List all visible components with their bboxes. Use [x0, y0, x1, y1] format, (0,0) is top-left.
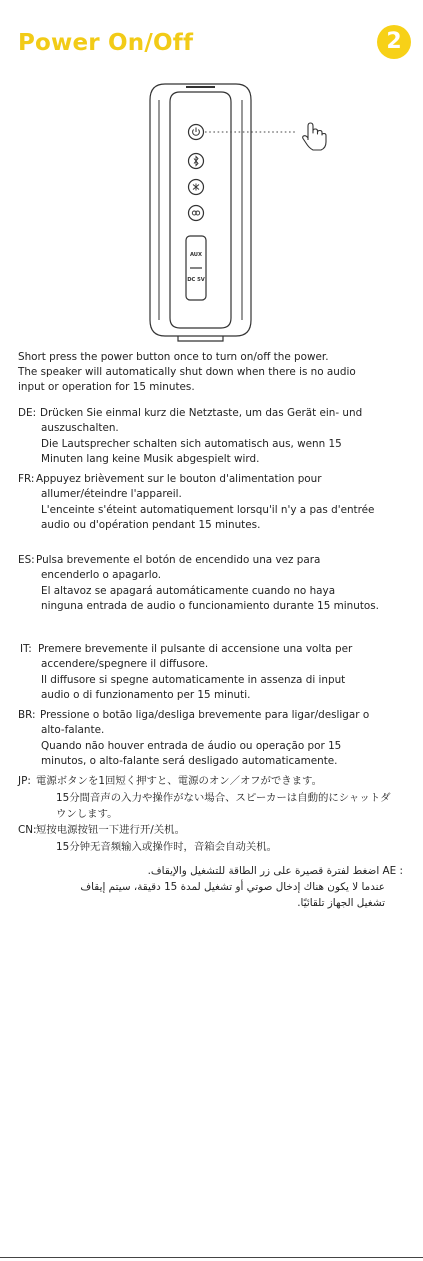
- english-line: input or operation for 15 minutes.: [18, 381, 195, 393]
- speaker-outer-shell: [150, 84, 251, 336]
- cn-instructions: [18, 822, 410, 855]
- page-title: Power On/Off: [18, 30, 194, 56]
- tws-pairing-icon: [193, 184, 199, 191]
- cn-line: 短按电源按钮一下进行开/关机。: [36, 824, 185, 836]
- speaker-inner-panel: [170, 92, 231, 328]
- cn-line: 15分钟无音频输入或操作时，音箱会自动关机。: [56, 840, 278, 853]
- br-line: Pressione o botão liga/desliga brevemente para ligar/desligar o: [40, 709, 370, 721]
- it-line: Il diffusore si spegne automaticamente in assenza di input: [41, 673, 346, 686]
- power-icon: [193, 128, 200, 136]
- ae-line: عندما لا يكون هناك إدخال صوتي أو تشغيل لمدة 15 دقيقة، سيتم إيقاف: [80, 881, 385, 893]
- ae-instructions: [18, 863, 403, 911]
- it-line: accendere/spegnere il diffusore.: [41, 658, 209, 671]
- es-line: encenderlo o apagarlo.: [41, 569, 162, 582]
- ae-line-text: اضغط لفترة قصيرة على زر الطاقة للتشغيل والإيقاف.: [147, 865, 380, 877]
- de-line: Die Lautsprecher schalten sich automatisch aus, wenn 15: [41, 437, 342, 450]
- it-instructions: [20, 642, 412, 704]
- dc-label: DC 5V: [187, 277, 205, 283]
- de-line: Minuten lang keine Musik abgespielt wird.: [41, 453, 260, 466]
- es-line: Pulsa brevemente el botón de encendido una vez para: [36, 554, 321, 566]
- de-line: Drücken Sie einmal kurz die Netztaste, um das Gerät ein- und: [40, 407, 363, 419]
- footer-divider: [0, 1257, 423, 1258]
- br-line: Quando não houver entrada de áudio ou operação por 15: [41, 739, 342, 752]
- br-line: alto-falante.: [41, 724, 105, 737]
- fr-line: L'enceinte s'éteint automatiquement lorsqu'il n'y a pas d'entrée: [41, 503, 375, 516]
- bluetooth-icon: [194, 157, 198, 166]
- fr-instructions: [18, 472, 410, 534]
- aux-label: AUX: [189, 252, 203, 258]
- english-instructions: [18, 350, 408, 395]
- ae-line: تشغيل الجهاز تلقائيًا.: [297, 897, 385, 909]
- language-code: AE :: [382, 865, 403, 877]
- hand-pointer-icon: [303, 123, 326, 150]
- speaker-illustration: [0, 0, 423, 345]
- fr-line: Appuyez brièvement sur le bouton d'alimentation pour: [36, 473, 322, 485]
- language-code: BR:: [18, 709, 36, 721]
- page-number-badge: 2: [377, 25, 411, 59]
- language-code: IT:: [20, 643, 32, 655]
- fr-line: audio ou d'opération pendant 15 minutes.: [41, 519, 261, 532]
- ae-line: [18, 863, 403, 879]
- language-code: FR:: [18, 473, 35, 485]
- language-code: JP:: [18, 775, 31, 787]
- language-code: CN:: [18, 824, 37, 836]
- fr-line: allumer/éteindre l'appareil.: [41, 488, 182, 501]
- jp-instructions: [18, 773, 410, 823]
- br-instructions: [18, 708, 410, 770]
- link-icon: [192, 211, 199, 215]
- language-code: DE:: [18, 407, 37, 419]
- jp-line: 15分間音声の入力や操作がない場合、スピーカーは自動的にシャットダ: [56, 791, 391, 804]
- jp-line: 電源ボタンを1回短く押すと、電源のオン／オフができます。: [36, 775, 323, 787]
- language-code: ES:: [18, 554, 35, 566]
- es-instructions: [18, 553, 410, 615]
- jp-line: ウンします。: [56, 808, 118, 820]
- english-line: Short press the power button once to turn on/off the power.: [18, 351, 329, 363]
- es-line: ninguna entrada de audio o funcionamiento durante 15 minutos.: [41, 600, 379, 613]
- english-line: The speaker will automatically shut down when there is no audio: [18, 366, 356, 378]
- it-line: Premere brevemente il pulsante di accensione una volta per: [38, 643, 353, 655]
- it-line: audio o di funzionamento per 15 minuti.: [41, 689, 251, 702]
- de-line: auszuschalten.: [41, 422, 119, 435]
- es-line: El altavoz se apagará automáticamente cuando no haya: [41, 584, 336, 597]
- de-instructions: [18, 406, 410, 468]
- br-line: minutos, o alto-falante será desligado automaticamente.: [41, 755, 338, 768]
